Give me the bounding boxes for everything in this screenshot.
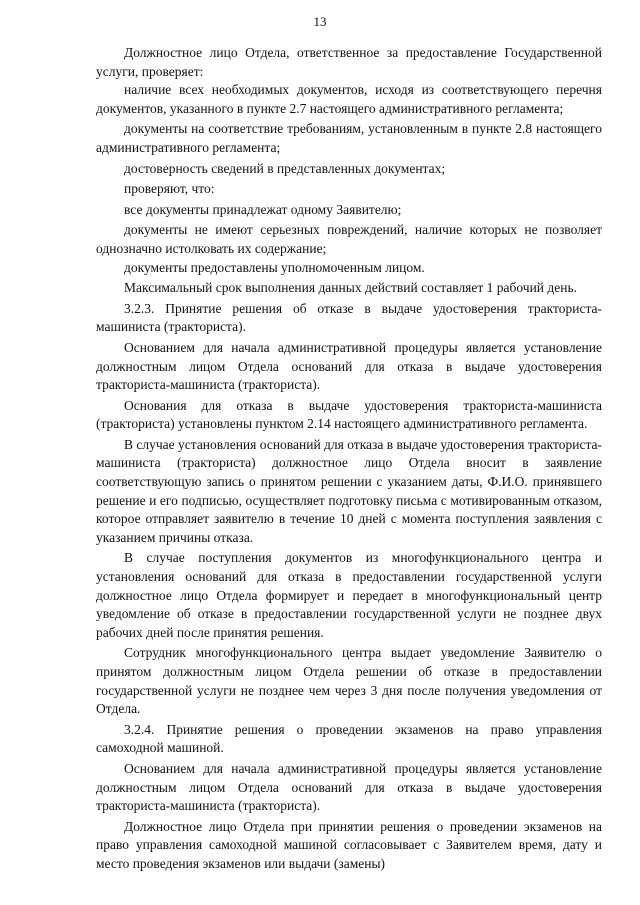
- paragraph: Основанием для начала административной процедуры является установление должностным лицом Отдела оснований для отказа в выдаче удостоверения тракториста-машиниста (тракториста).: [96, 760, 602, 814]
- paragraph: Должностное лицо Отдела при принятии решения о проведении экзаменов на право управления самоходной машиной согласовывает с Заявителем время, дату и место проведения экзаменов или выдачи (замены): [96, 818, 602, 871]
- paragraph: документы предоставлены уполномоченным лицом.: [124, 259, 425, 275]
- paragraph: проверяют, что:: [124, 181, 215, 197]
- paragraph: документы на соответствие требованиям, установленным в пункте 2.8 настоящего административного регламента;: [96, 121, 602, 155]
- paragraph: В случае поступления документов из многофункционального центра и установления оснований для отказа в предоставлении государственной услуги должностное лицо Отдела формирует и передает в многофункциональный центр уведомление об отказе в предоставлении государственной услуги не позднее двух рабочих дней после принятия решения.: [96, 550, 602, 640]
- paragraph: наличие всех необходимых документов, исходя из соответствующего перечня документов, указанного в пункте 2.7 настоящего административного регламента;: [96, 82, 602, 116]
- paragraph: Максимальный срок выполнения данных действий составляет 1 рабочий день.: [124, 280, 578, 296]
- paragraph: Сотрудник многофункционального центра выдает уведомление Заявителю о принятом должностным лицом Отдела решении об отказе в предоставлении государственной услуги не позднее чем через 3 дня после получения уведомления от Отдела.: [96, 645, 602, 717]
- paragraph: Должностное лицо Отдела, ответственное за предоставление Государственной услуги, проверяет:: [96, 45, 602, 79]
- document-body: [96, 44, 602, 874]
- section-heading: 3.2.4. Принятие решения о проведении экзаменов на право управления самоходной машиной.: [96, 721, 602, 756]
- section-heading: 3.2.3. Принятие решения об отказе в выдаче удостоверения тракториста-машиниста (тракториста).: [96, 300, 602, 335]
- paragraph: Основания для отказа в выдаче удостоверения тракториста-машиниста (тракториста) установлены пунктом 2.14 настоящего административного регламента.: [96, 397, 602, 432]
- paragraph: Основанием для начала административной процедуры является установление должностным лицом Отдела оснований для отказа в выдаче удостоверения тракториста-машиниста (тракториста).: [96, 339, 602, 393]
- page-number: 13: [313, 14, 327, 29]
- paragraph: документы не имеют серьезных повреждений, наличие которых не позволяет однозначно истолковать их содержание;: [96, 222, 602, 256]
- paragraph: достоверность сведений в представленных документах;: [124, 160, 446, 176]
- paragraph: В случае установления оснований для отказа в выдаче удостоверения тракториста-машиниста (тракториста) должностное лицо Отдела вносит в заявление соответствующую запись о принятом решении с указанием даты, Ф.И.О. принявшего решение и его подписью, осуществляет подготовку письма с мотивированным отказом, которое отправляет заявителю в течение 10 дней с момента поступления заявления с указанием причины отказа.: [96, 436, 602, 545]
- paragraph: все документы принадлежат одному Заявителю;: [124, 201, 402, 217]
